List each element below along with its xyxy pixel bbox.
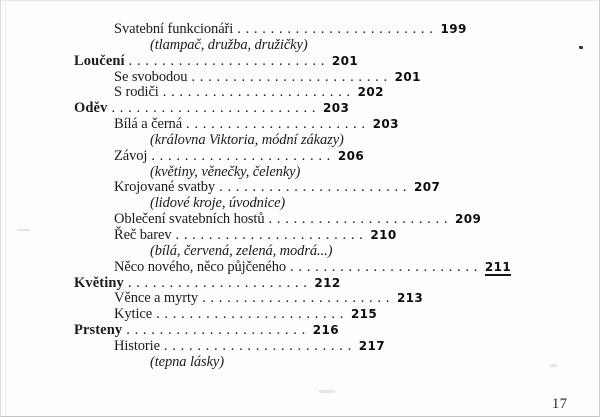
toc-entry	[114, 291, 599, 307]
toc-entry-page: 212	[314, 275, 341, 290]
dot-leader: . . . . . . . . . . . . . . . . . . . . . .	[126, 322, 306, 339]
toc-entry-label: Prsteny	[74, 322, 123, 339]
toc-entry-label: Bílá a černá	[114, 116, 183, 133]
dot-leader: . . . . . . . . . . . . . . . . . . . . . . .	[219, 179, 407, 196]
dot-leader: . . . . . . . . . . . . . . . . . . . . . . .	[162, 84, 351, 101]
toc-entry-label: Svatební funkcionáři	[114, 21, 234, 37]
dot-leader: . . . . . . . . . . . . . . . . . . . . . . .	[290, 258, 478, 275]
toc-entry-page: 206	[337, 148, 365, 163]
scan-speck	[579, 46, 584, 50]
toc-entry	[114, 228, 599, 244]
dot-leader: . . . . . . . . . . . . . . . . . . . . . . . . .	[111, 100, 317, 117]
dot-leader: . . . . . . . . . . . . . . . . . . . . . . .	[175, 226, 364, 243]
toc-entry-page: 210	[370, 227, 397, 242]
toc-entry-page: 207	[413, 180, 441, 195]
dot-leader: . . . . . . . . . . . . . . . . . . . . . . .	[202, 290, 390, 307]
scan-smudge	[550, 364, 557, 367]
toc-entry	[114, 307, 599, 323]
toc-entry	[114, 260, 599, 276]
toc-entry-page: 201	[331, 53, 359, 68]
toc-entry-label: Závoj	[114, 147, 148, 164]
toc-entry-page: 203	[323, 101, 350, 116]
toc-note-label: (tlampač, družba, družičky)	[150, 36, 308, 53]
toc-entry-label: Se svobodou	[114, 68, 188, 85]
toc-note	[150, 38, 599, 54]
dot-leader: . . . . . . . . . . . . . . . . . . . . . . .	[163, 337, 352, 354]
toc-entry-page: 216	[312, 323, 339, 338]
dot-leader: . . . . . . . . . . . . . . . . . . . . . .	[127, 274, 308, 291]
dot-leader: . . . . . . . . . . . . . . . . . . . . . .	[151, 147, 331, 164]
toc-entry	[74, 54, 599, 70]
toc-entry-page: 209	[455, 212, 482, 227]
toc-note-label: (lidové kroje, úvodnice)	[150, 195, 286, 212]
toc-note	[150, 244, 599, 260]
toc-note-label: (královna Viktoria, módní zákazy)	[150, 131, 344, 148]
toc-entry	[114, 85, 599, 101]
toc-entry-label: Věnce a myrty	[114, 290, 199, 307]
dot-leader: . . . . . . . . . . . . . . . . . . . . . . . .	[237, 21, 434, 37]
toc-entry	[114, 339, 599, 355]
toc-entry-page: 217	[358, 338, 386, 353]
toc-entry	[114, 180, 599, 196]
toc-entry-page: 213	[396, 291, 424, 306]
toc-entry-page: 215	[350, 307, 378, 322]
toc-entry-page: 211	[484, 259, 512, 274]
toc-entry-page: 203	[372, 117, 399, 132]
dot-leader: . . . . . . . . . . . . . . . . . . . . . . . .	[191, 68, 388, 85]
toc-entry	[114, 149, 599, 165]
dot-leader: . . . . . . . . . . . . . . . . . . . . . .	[268, 211, 449, 228]
toc-entry	[114, 212, 599, 228]
toc-entry-page: 199	[440, 22, 467, 36]
toc-note-label: (tepna lásky)	[150, 353, 224, 370]
toc-note	[150, 355, 599, 371]
table-of-contents	[1, 22, 599, 371]
toc-entry	[114, 22, 599, 38]
toc-note	[150, 133, 599, 149]
toc-entry-label: Řeč barev	[114, 226, 172, 243]
toc-entry-label: Historie	[114, 337, 160, 354]
toc-note	[150, 196, 599, 212]
toc-entry	[74, 276, 599, 292]
toc-entry-label: Loučení	[74, 52, 125, 69]
toc-entry-label: Kytice	[114, 306, 153, 323]
toc-entry-label: S rodiči	[114, 84, 159, 101]
scan-smudge	[319, 390, 335, 393]
dot-leader: . . . . . . . . . . . . . . . . . . . . . .	[186, 116, 366, 133]
toc-entry-page: 201	[394, 69, 421, 84]
toc-entry-label: Oděv	[74, 100, 108, 117]
toc-entry-label: Něco nového, něco půjčeného	[114, 258, 287, 275]
toc-note-label: (květiny, věnečky, čelenky)	[150, 163, 301, 180]
toc-note-label: (bílá, červená, zelená, modrá...)	[150, 242, 333, 259]
toc-entry-label: Květiny	[74, 274, 124, 291]
toc-entry-label: Oblečení svatebních hostů	[114, 211, 265, 228]
toc-entry	[114, 117, 599, 133]
dot-leader: . . . . . . . . . . . . . . . . . . . . . . .	[156, 306, 344, 323]
scan-smudge	[17, 229, 30, 231]
toc-entry	[114, 70, 599, 86]
toc-note	[150, 165, 599, 181]
dot-leader: . . . . . . . . . . . . . . . . . . . . . . . .	[128, 52, 325, 69]
toc-entry	[74, 323, 599, 339]
page-number: 17	[552, 396, 568, 412]
toc-entry	[74, 101, 599, 117]
toc-entry-page: 202	[357, 85, 384, 100]
toc-entry-label: Krojované svatby	[114, 179, 216, 196]
